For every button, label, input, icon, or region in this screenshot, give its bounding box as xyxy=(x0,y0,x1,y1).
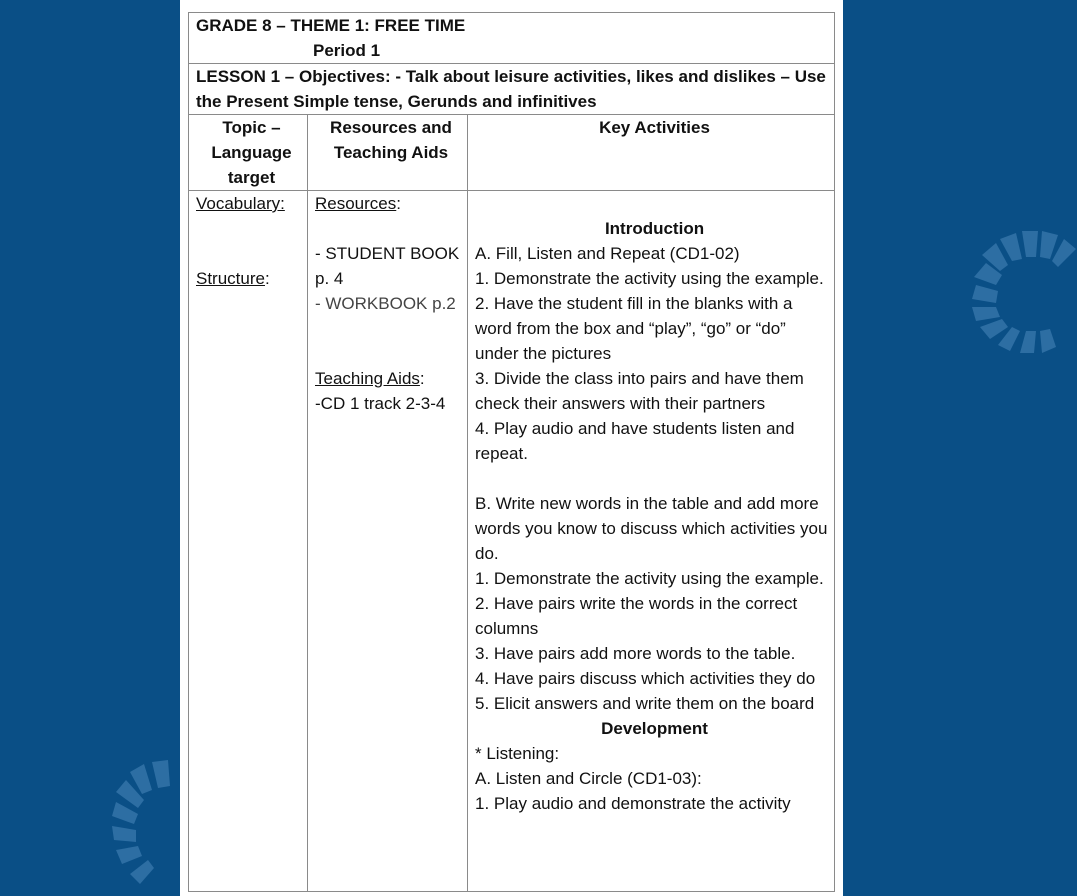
spacer xyxy=(475,191,834,216)
lesson-title: GRADE 8 – THEME 1: FREE TIME xyxy=(196,16,466,35)
period-label: Period 1 xyxy=(313,41,381,60)
column-header-activities: Key Activities xyxy=(468,115,835,191)
topic-cell xyxy=(189,191,308,892)
title-cell xyxy=(189,13,835,64)
listen-circle-step: 1. Play audio and demonstrate the activity xyxy=(475,794,791,813)
listen-circle-title: A. Listen and Circle (CD1-03): xyxy=(475,769,702,788)
cd-track-line: -CD 1 track 2-3-4 xyxy=(315,394,446,413)
decorative-logo-mark-left xyxy=(112,760,180,896)
column-header-row xyxy=(189,115,835,191)
lesson-plan-table xyxy=(188,12,835,892)
section-b-step: 1. Demonstrate the activity using the example. xyxy=(475,569,824,588)
section-b-step: 2. Have pairs write the words in the correct columns xyxy=(475,594,798,638)
introduction-heading: Introduction xyxy=(604,219,705,238)
resources-cell xyxy=(308,191,468,892)
section-a-step: 1. Demonstrate the activity using the example. xyxy=(475,269,824,288)
development-heading: Development xyxy=(601,719,708,738)
structure-label: Structure: xyxy=(196,269,270,288)
listening-label: * Listening: xyxy=(475,744,560,763)
section-a-step: 3. Divide the class into pairs and have them check their answers with their partners xyxy=(475,369,804,413)
decorative-logo-mark-right xyxy=(972,229,1077,354)
objectives-row xyxy=(189,64,835,115)
spacer xyxy=(475,466,834,491)
activities-cell xyxy=(468,191,835,892)
section-b-title: B. Write new words in the table and add more words you know to discuss which activities you do. xyxy=(475,494,828,563)
student-book-line: - STUDENT BOOK xyxy=(315,244,460,263)
section-a-step: 4. Play audio and have students listen and repeat. xyxy=(475,419,795,463)
content-row xyxy=(189,191,835,892)
section-b-step: 4. Have pairs discuss which activities they do xyxy=(475,669,816,688)
spacer xyxy=(315,216,467,241)
section-a-step: 2. Have the student fill in the blanks with a word from the box and “play”, “go” or “do” under the pictures xyxy=(475,294,793,363)
column-header-topic: Topic – Language target xyxy=(189,115,308,191)
spacer xyxy=(196,216,307,266)
resources-label: Resources: xyxy=(315,194,401,213)
student-book-page: p. 4 xyxy=(315,269,344,288)
workbook-line: - WORKBOOK p.2 xyxy=(315,294,456,313)
spacer xyxy=(315,316,467,366)
document-page xyxy=(180,0,843,896)
section-a-title: A. Fill, Listen and Repeat (CD1-02) xyxy=(475,244,740,263)
column-header-resources: Resources and Teaching Aids xyxy=(308,115,468,191)
teaching-aids-label: Teaching Aids: xyxy=(315,369,425,388)
title-row xyxy=(189,13,835,64)
section-b-step: 5. Elicit answers and write them on the board xyxy=(475,694,815,713)
section-b-step: 3. Have pairs add more words to the table. xyxy=(475,644,796,663)
structure-colon: : xyxy=(264,269,270,288)
objectives-text: LESSON 1 – Objectives: - Talk about leisure activities, likes and dislikes – Use the Present Simple tense, Gerunds and infinitives xyxy=(189,64,835,115)
vocabulary-label: Vocabulary: xyxy=(196,194,285,213)
